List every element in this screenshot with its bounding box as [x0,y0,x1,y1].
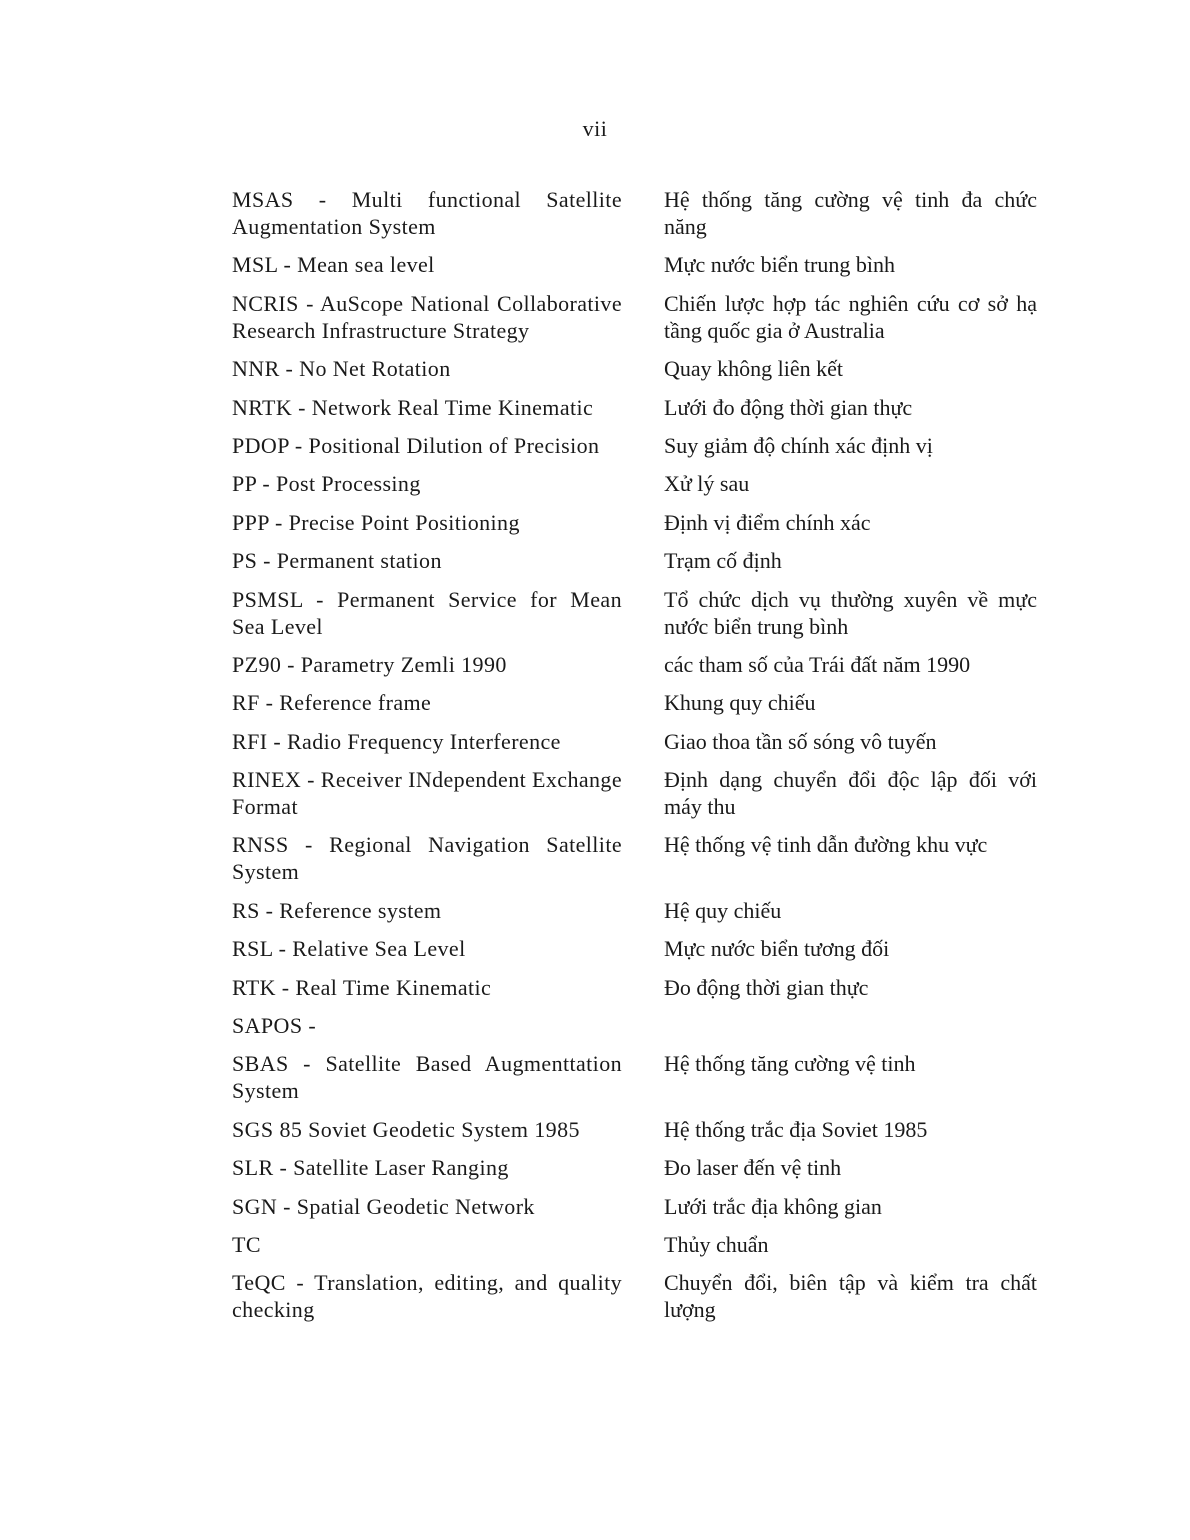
abbreviation-row [232,186,1037,240]
abbreviation-meaning: Chiến lược hợp tác nghiên cứu cơ sở hạ tầng quốc gia ở Australia [664,290,1037,343]
abbreviation-row [232,1050,1037,1104]
abbreviation-term: NRTK - Network Real Time Kinematic [232,394,594,420]
abbreviation-row [232,355,1037,382]
abbreviation-term: RNSS - Regional Navigation Satellite System [232,832,622,885]
abbreviation-meaning: Xử lý sau [664,471,750,497]
abbreviation-row [232,394,1037,421]
abbreviation-meaning: các tham số của Trái đất năm 1990 [664,651,971,677]
abbreviation-meaning: Suy giảm độ chính xác định vị [664,432,933,458]
abbreviation-row [232,470,1037,497]
abbreviation-term: TC [232,1231,261,1257]
abbreviation-meaning: Tổ chức dịch vụ thường xuyên về mực nước biển trung bình [664,586,1037,639]
abbreviation-meaning: Mực nước biển trung bình [664,252,895,278]
abbreviation-meaning: Hệ thống tăng cường vệ tinh đa chức năng [664,187,1037,239]
abbreviation-term: RFI - Radio Frequency Interference [232,728,561,754]
abbreviation-meaning: Hệ quy chiếu [664,897,782,923]
abbreviation-meaning: Đo động thời gian thực [664,974,869,1000]
abbreviation-row [232,1012,1037,1039]
abbreviation-meaning: Thủy chuẩn [664,1231,769,1257]
abbreviation-meaning: Trạm cố định [664,548,782,574]
abbreviation-row [232,290,1037,344]
abbreviation-term: PS - Permanent station [232,548,442,574]
abbreviation-term: MSAS - Multi functional Satellite Augmentation System [232,187,622,239]
abbreviation-row [232,586,1037,640]
abbreviation-meaning: Hệ thống trắc địa Soviet 1985 [664,1116,928,1142]
abbreviation-row [232,728,1037,755]
abbreviation-term: RINEX - Receiver INdependent Exchange Format [232,767,622,820]
abbreviation-term: SAPOS - [232,1013,317,1039]
abbreviation-meaning: Hệ thống tăng cường vệ tinh [664,1051,916,1077]
abbreviation-meaning: Mực nước biển tương đối [664,936,890,962]
abbreviation-term: SGN - Spatial Geodetic Network [232,1193,535,1219]
abbreviation-term: SGS 85 Soviet Geodetic System 1985 [232,1116,580,1142]
abbreviation-term: RTK - Real Time Kinematic [232,974,492,1000]
abbreviation-term: SLR - Satellite Laser Ranging [232,1155,509,1181]
abbreviation-row [232,935,1037,962]
page-number: vii [582,116,608,141]
abbreviation-term: TeQC - Translation, editing, and quality checking [232,1270,622,1323]
abbreviation-meaning [664,1012,1037,1039]
abbreviation-meaning: Định dạng chuyển đổi độc lập đối với máy thu [664,767,1037,820]
abbreviation-row [232,1154,1037,1181]
abbreviation-row [232,1193,1037,1220]
abbreviation-term: PSMSL - Permanent Service for Mean Sea Level [232,586,622,639]
abbreviation-row [232,974,1037,1001]
abbreviation-meaning: Hệ thống vệ tinh dẫn đường khu vực [664,832,988,858]
abbreviation-row [232,651,1037,678]
abbreviation-meaning: Đo laser đến vệ tinh [664,1155,842,1181]
abbreviation-row [232,766,1037,820]
abbreviation-term: PDOP - Positional Dilution of Precision [232,432,600,458]
abbreviation-meaning: Định vị điểm chính xác [664,509,871,535]
abbreviation-term: RS - Reference system [232,897,442,923]
abbreviation-term: PPP - Precise Point Positioning [232,509,520,535]
abbreviation-meaning: Giao thoa tần số sóng vô tuyến [664,728,937,754]
abbreviation-meaning: Lưới đo động thời gian thực [664,394,913,420]
abbreviation-row [232,432,1037,459]
abbreviation-term: MSL - Mean sea level [232,252,435,278]
abbreviation-term: PZ90 - Parametry Zemli 1990 [232,651,507,677]
abbreviation-term: NNR - No Net Rotation [232,356,451,382]
abbreviation-row [232,251,1037,278]
abbreviation-row [232,831,1037,885]
abbreviation-row [232,1116,1037,1143]
abbreviation-meaning: Chuyển đổi, biên tập và kiểm tra chất lượng [664,1270,1037,1323]
abbreviation-table [232,186,1037,1335]
abbreviation-term: PP - Post Processing [232,471,421,497]
abbreviation-meaning: Khung quy chiếu [664,690,816,716]
abbreviation-meaning: Lưới trắc địa không gian [664,1193,882,1219]
abbreviation-row [232,897,1037,924]
abbreviation-meaning: Quay không liên kết [664,356,844,382]
abbreviation-row [232,1269,1037,1323]
abbreviation-row [232,1231,1037,1258]
abbreviation-row [232,547,1037,574]
abbreviation-term: RF - Reference frame [232,690,432,716]
abbreviation-row [232,509,1037,536]
abbreviation-term: RSL - Relative Sea Level [232,936,466,962]
abbreviation-row [232,689,1037,716]
abbreviation-term: SBAS - Satellite Based Augmenttation System [232,1051,622,1104]
abbreviation-term: NCRIS - AuScope National Collaborative Research Infrastructure Strategy [232,290,622,343]
